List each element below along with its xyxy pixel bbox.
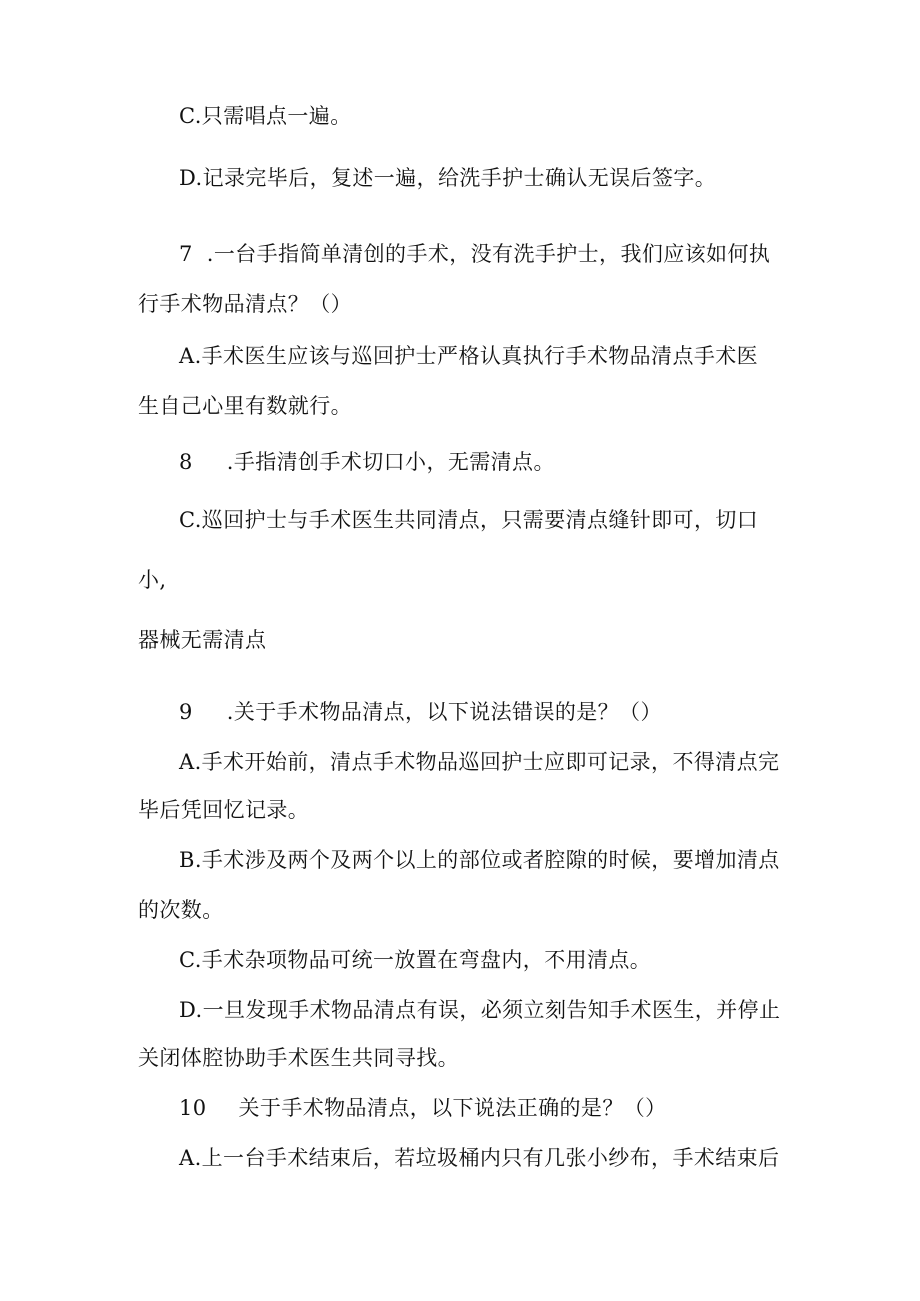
question-text: .一台手指简单清创的手术，没有洗手护士，我们应该如何执 bbox=[206, 242, 771, 266]
option-a-q9: A.手术开始前，清点手术物品巡回护士应即可记录，不得清点完 bbox=[179, 750, 780, 774]
item-8 bbox=[179, 452, 555, 473]
question-9 bbox=[179, 702, 662, 723]
option-c-q8: C.巡回护士与手术医生共同清点，只需要清点缝针即可，切口 bbox=[179, 508, 759, 532]
question-number: 10 bbox=[179, 1096, 207, 1120]
option-a-q9-continued: 毕后凭回忆记录。 bbox=[138, 798, 310, 822]
question-number: 9 bbox=[179, 700, 193, 724]
option-b-q9-continued: 的次数。 bbox=[138, 898, 224, 922]
option-d-q9-continued: 关闭体腔协助手术医生共同寻找。 bbox=[138, 1046, 459, 1070]
option-a-q7: A.手术医生应该与巡回护士严格认真执行手术物品清点手术医 bbox=[179, 344, 759, 368]
question-7-continued: 行手术物品清点？（） bbox=[138, 292, 352, 316]
question-number: 8 bbox=[179, 450, 193, 474]
option-c-q8-tail: 器械无需清点 bbox=[138, 628, 267, 652]
question-7 bbox=[179, 244, 770, 265]
option-a-q10: A.上一台手术结束后，若垃圾桶内只有几张小纱布，手术结束后 bbox=[179, 1146, 780, 1170]
question-text: .手指清创手术切口小，无需清点。 bbox=[226, 450, 555, 474]
option-d-q9: D.一旦发现手术物品清点有误，必须立刻告知手术医生，并停止 bbox=[179, 998, 781, 1022]
question-number: 7 bbox=[179, 242, 193, 266]
question-text: 关于手术物品清点，以下说法正确的是？（） bbox=[238, 1096, 667, 1120]
option-c-q9: C.手术杂项物品可统一放置在弯盘内，不用清点。 bbox=[179, 948, 652, 972]
option-b-q9: B.手术涉及两个及两个以上的部位或者腔隙的时候，要增加清点 bbox=[179, 848, 780, 872]
option-c-q6: C.只需唱点一遍。 bbox=[179, 104, 352, 128]
option-c-q8-continued: 小, bbox=[138, 568, 167, 592]
option-a-q7-continued: 生自己心里有数就行。 bbox=[138, 394, 352, 418]
option-d-q6: D.记录完毕后，复述一遍，给洗手护士确认无误后签字。 bbox=[179, 166, 717, 190]
question-text: .关于手术物品清点，以下说法错误的是？（） bbox=[226, 700, 662, 724]
question-10 bbox=[179, 1098, 667, 1119]
